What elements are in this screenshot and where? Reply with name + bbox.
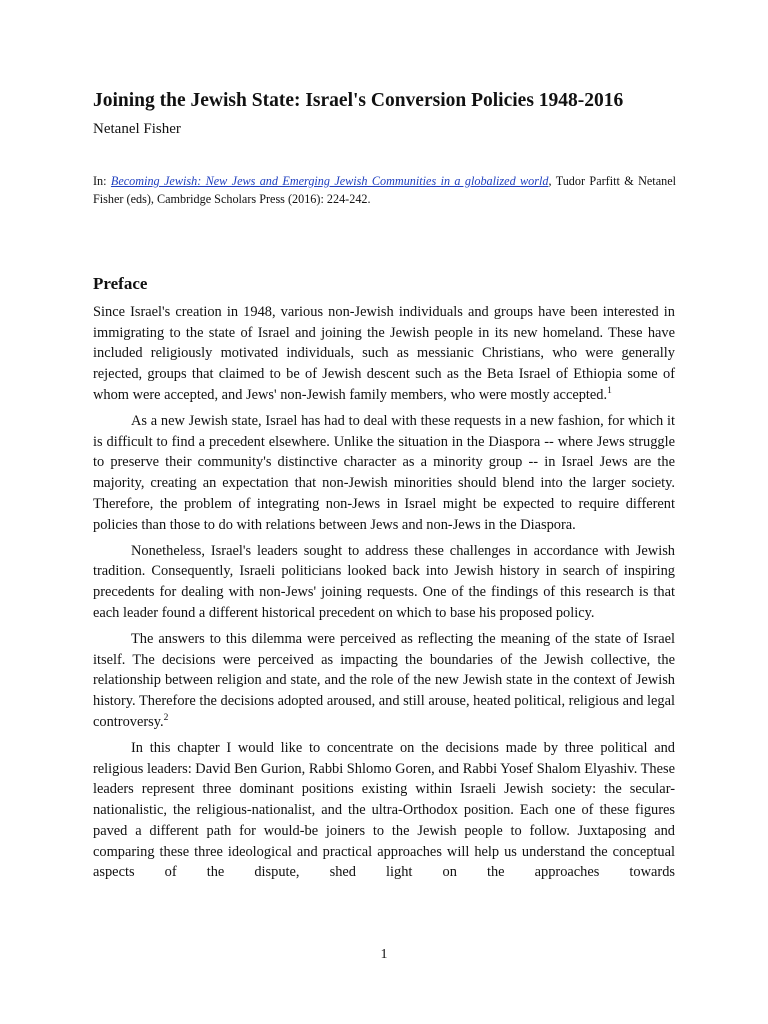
citation bbox=[93, 172, 676, 208]
citation-prefix: In: bbox=[93, 174, 111, 188]
paragraph-text: In this chapter I would like to concentrate on the decisions made by three political and religious leaders: David Ben Gurion, Rabbi Shlomo Goren, and Rabbi Yosef Shalom Elyashiv. These leaders represent three dominant positions existing within Israeli Jewish society: the secular-nationalistic, the religious-nationalist, and the ultra-Orthodox position. Each one of these figures paved a different path for would-be joiners to the Jewish people to follow. Juxtaposing and comparing these three ideological and practical approaches will help us understand the conceptual aspects of the dispute, shed light on the approaches towards bbox=[93, 740, 675, 881]
paragraph-text: Since Israel's creation in 1948, various non-Jewish individuals and groups have been interested in immigrating to the state of Israel and joining the Jewish people in its new homeland. These have included religiously motivated individuals, such as messianic Christians, who were generally rejected, groups that claimed to be of Jewish descent such as the Beta Israel of Ethiopia some of whom were accepted, and Jews' non-Jewish family members, who were mostly accepted. bbox=[93, 304, 675, 403]
paragraph bbox=[93, 629, 675, 733]
paragraph-text: The answers to this dilemma were perceived as reflecting the meaning of the state of Israel itself. The decisions were perceived as impacting the boundaries of the Jewish collective, the relationship between religion and state, and the role of the new Jewish state in the context of Jewish history. Therefore the decisions adopted aroused, and still arouse, heated political, religious and legal controversy. bbox=[93, 631, 675, 730]
citation-details: , Tudor Parfitt & Netanel Fisher (eds), Cambridge Scholars Press (2016): 224-242. bbox=[93, 174, 676, 206]
author-name: Netanel Fisher bbox=[93, 121, 181, 137]
paragraph bbox=[93, 411, 675, 535]
page-number: 1 bbox=[380, 947, 388, 962]
footnote-marker[interactable]: 1 bbox=[607, 385, 612, 396]
paragraph bbox=[93, 541, 675, 624]
paragraph-text: As a new Jewish state, Israel has had to deal with these requests in a new fashion, for which it is difficult to find a precedent elsewhere. Unlike the situation in the Diaspora -- where Jews struggle to preserve their community's distinctive character as a minority group -- in Israel Jews are the majority, creating an expectation that non-Jewish minorities should blend into the larger society. Therefore, the problem of integrating non-Jews in Israel might be expected to require different policies than those to do with relations between Jews and non-Jews in the Diaspora. bbox=[93, 413, 675, 533]
book-title-link[interactable]: Becoming Jewish: New Jews and Emerging Jewish Communities in a globalized world bbox=[110, 174, 549, 188]
paragraph bbox=[93, 738, 675, 881]
paragraph bbox=[93, 302, 675, 406]
section-heading: Preface bbox=[93, 274, 148, 293]
paragraph-text: Nonetheless, Israel's leaders sought to address these challenges in accordance with Jewish tradition. Consequently, Israeli politicians looked back into Jewish history in search of inspiring precedents for dealing with non-Jews' joining requests. One of the findings of this research is that each leader found a different historical precedent on which to base his proposed policy. bbox=[93, 542, 675, 621]
document-title: Joining the Jewish State: Israel's Conversion Policies 1948-2016 bbox=[93, 90, 624, 111]
body-text bbox=[93, 302, 675, 881]
footnote-marker[interactable]: 2 bbox=[163, 712, 169, 723]
